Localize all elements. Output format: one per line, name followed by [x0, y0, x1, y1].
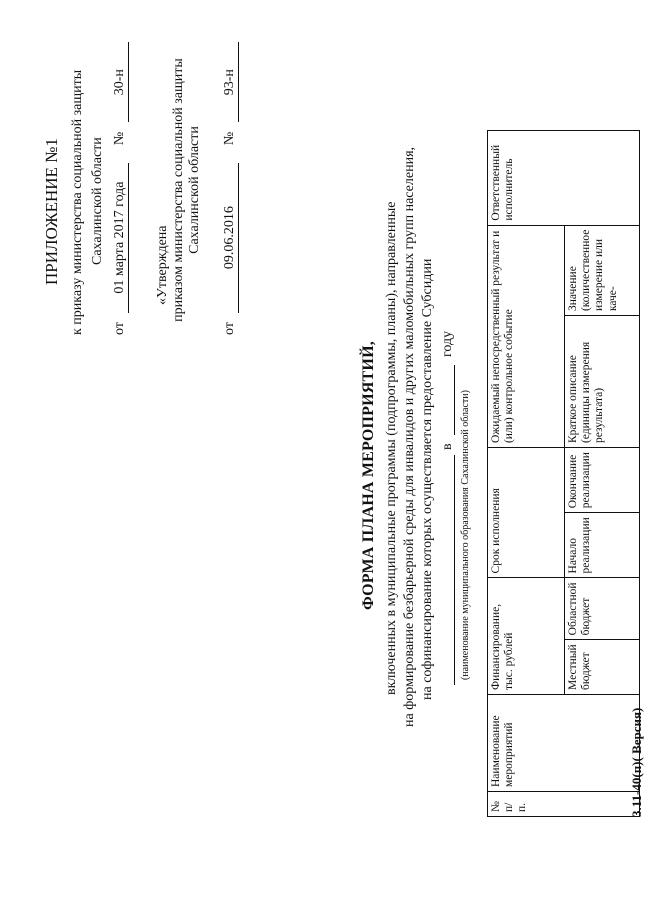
header-result-description: Краткое описание (единицы измерения результата): [565, 316, 640, 448]
form-desc-line-2: на формирование безбарьерной среды для инвалидов и других маломобильных групп населения,: [402, 146, 417, 727]
header-local-budget: Местный бюджет: [565, 640, 640, 695]
appendix-date-line: [112, 42, 129, 335]
appendix-title: ПРИЛОЖЕНИЕ №1: [42, 138, 61, 285]
header-result-value: Значение (количественное измерение или каче-: [565, 225, 640, 315]
in-word: в: [440, 443, 455, 450]
year-blank: [440, 365, 455, 435]
appendix-region-line: Сахалинской области: [90, 137, 105, 265]
header-end: Окончание реализации: [565, 448, 640, 513]
approved-heading: «Утверждена: [155, 225, 170, 305]
header-responsible: Ответственный исполнитель: [488, 130, 640, 225]
approved-block: [155, 45, 203, 335]
header-number: № п/ п.: [488, 792, 640, 817]
municipality-caption: (наименование муниципального образования Сахалинской области): [460, 390, 471, 680]
header-term: Срок исполнения: [488, 448, 565, 578]
header-financing: Финансирование, тыс. рублей: [488, 578, 565, 695]
approved-from-label: от: [222, 322, 237, 335]
approved-order-line: приказом министерства социальной защиты: [171, 58, 186, 322]
approved-date-line: [222, 42, 239, 335]
form-title: ФОРМА ПЛАНА МЕРОПРИЯТИЙ,: [360, 341, 377, 610]
approved-number-sign: №: [222, 131, 237, 146]
approved-region-line: Сахалинской области: [187, 126, 202, 254]
header-expected-result: Ожидаемый непосредственный результат и (или) контрольное событие: [488, 225, 565, 447]
approved-date: 09.06.2016: [222, 163, 239, 313]
approved-number: 93-н: [222, 42, 239, 122]
form-desc-line-3: на софинансирование которых осуществляется предоставление Субсидии: [420, 258, 435, 700]
municipality-blank: [440, 455, 455, 685]
header-activity-name: Наименование мероприятий: [488, 695, 640, 792]
year-word: году: [440, 330, 455, 357]
appendix-from-label: от: [112, 322, 127, 335]
plan-header-table: [487, 130, 640, 817]
form-desc-line-1: включенных в муниципальные программы (подпрограммы, планы), направленные: [384, 201, 399, 695]
appendix-date: 01 марта 2017 года: [112, 163, 129, 313]
appendix-number: 30-н: [112, 42, 129, 122]
version-code: 3.11-40(п)( Версия): [629, 707, 644, 817]
appendix-number-sign: №: [112, 131, 127, 146]
header-start: Начало реализации: [565, 513, 640, 578]
header-regional-budget: Областной бюджет: [565, 578, 640, 640]
appendix-order-line: к приказу министерства социальной защиты: [70, 69, 85, 335]
